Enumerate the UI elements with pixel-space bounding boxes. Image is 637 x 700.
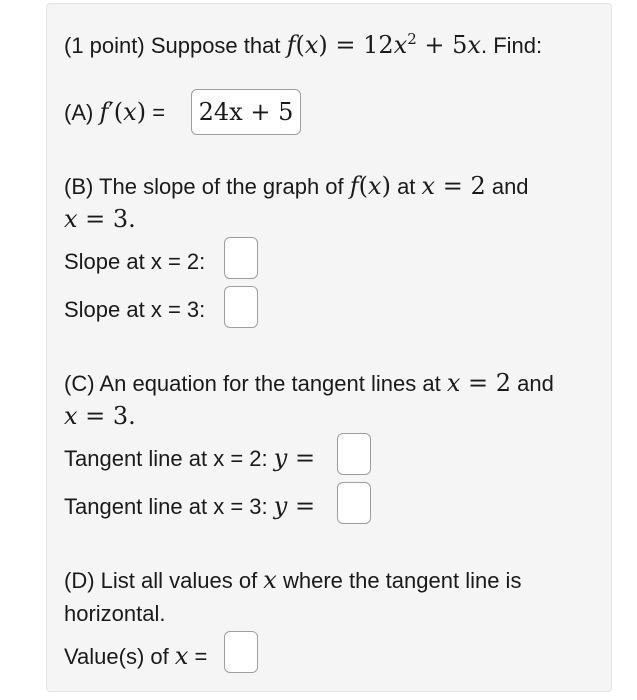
- part-b-question-text: (B) The slope of the graph of: [64, 174, 350, 199]
- tangent-x2-label: Tangent line at x = 2:: [64, 446, 274, 471]
- tangent-x3-y-equals: y =: [273, 492, 316, 520]
- tangent-x3-answer-field[interactable]: [337, 482, 371, 524]
- values-equals: =: [188, 644, 208, 669]
- part-d-question-line2: horizontal.: [64, 601, 166, 626]
- part-b-at: at: [390, 174, 422, 199]
- part-d-x: x: [263, 566, 277, 594]
- part-d-question-line1: [64, 566, 521, 595]
- tangent-x3-line: [64, 492, 315, 521]
- values-label: Value(s) of: [64, 644, 175, 669]
- values-line: [64, 642, 207, 671]
- part-d-question-text-a: (D) List all values of: [64, 568, 264, 593]
- intro-prefix: (1 point) Suppose that: [64, 33, 287, 58]
- derivative-answer-value: 24x + 5: [198, 98, 294, 126]
- intro-suffix: . Find:: [480, 33, 543, 58]
- slope-x2-answer-field[interactable]: [224, 237, 258, 279]
- tangent-x2-line: [64, 444, 315, 473]
- slope-x2-label: Slope at x = 2:: [64, 249, 206, 274]
- part-d-question-text-b: where the tangent line is: [276, 568, 522, 593]
- values-answer-field[interactable]: [224, 631, 258, 673]
- part-c-and: and: [511, 371, 554, 396]
- tangent-x2-answer-field[interactable]: [337, 433, 371, 475]
- part-b-question-line2: x = 3.: [64, 205, 136, 233]
- part-c-x2: x = 2: [446, 369, 511, 397]
- derivative-answer-field[interactable]: [191, 89, 301, 135]
- tangent-x2-y-equals: y =: [273, 444, 316, 472]
- part-b-question-line1: [64, 172, 529, 201]
- part-b-and: and: [485, 174, 529, 199]
- values-x: x: [174, 642, 189, 670]
- part-a-line: [64, 98, 165, 127]
- derivative-expression: f′(x): [99, 98, 147, 126]
- slope-x3-answer-field[interactable]: [224, 286, 258, 328]
- intro-line: [64, 25, 542, 60]
- part-c-question-line1: [64, 369, 554, 398]
- part-a-equals: =: [146, 100, 166, 125]
- function-expression: $f(x) = 12x^2 + 5x$: [286, 30, 481, 59]
- part-c-question-line2: x = 3.: [64, 402, 136, 430]
- part-b-x2: x = 2: [421, 172, 486, 200]
- part-a-label: (A): [64, 100, 100, 125]
- part-b-fx: f(x): [349, 172, 391, 200]
- slope-x3-label: Slope at x = 3:: [64, 297, 206, 322]
- part-c-question-text: (C) An equation for the tangent lines at: [64, 371, 447, 396]
- tangent-x3-label: Tangent line at x = 3:: [64, 494, 274, 519]
